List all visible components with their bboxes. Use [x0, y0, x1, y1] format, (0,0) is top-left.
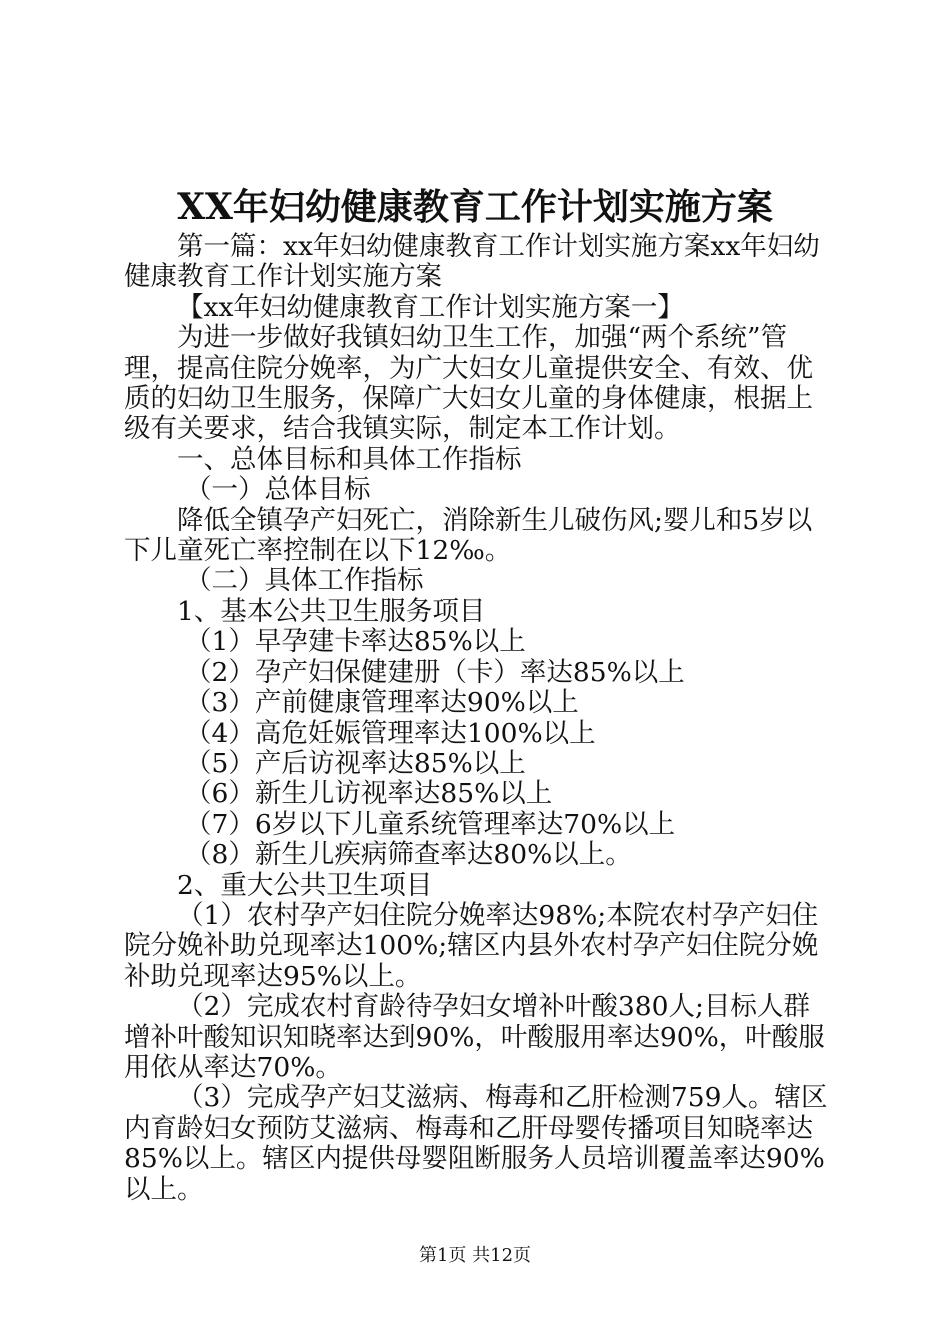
- paragraph-purpose: 为进一步做好我镇妇幼卫生工作，加强“两个系统”管理，提高住院分娩率，为广大妇女儿童提供安全、有效、优质的妇幼卫生服务，保障广大妇女儿童的身体健康，根据上级有关要求，结合我镇实际，制定本工作计划。: [124, 322, 813, 445]
- subsection-heading-overall: （一）总体目标: [185, 474, 371, 506]
- paragraph-intro: 第一篇：xx年妇幼健康教育工作计划实施方案xx年妇幼健康教育工作计划实施方案: [124, 231, 820, 293]
- list-item: （6）新生儿访视率达85%以上: [185, 778, 553, 810]
- document-title: XX年妇幼健康教育工作计划实施方案: [177, 186, 773, 228]
- section-heading-1: 一、总体目标和具体工作指标: [177, 443, 522, 475]
- list-item: （1）早孕建卡率达85%以上: [185, 626, 526, 658]
- list-item: （4）高危妊娠管理率达100%以上: [185, 717, 596, 749]
- document-body: [124, 232, 836, 1205]
- page-footer: 第1页 共12页: [418, 1245, 532, 1266]
- paragraph-subtitle: 【xx年妇幼健康教育工作计划实施方案一】: [177, 291, 684, 323]
- item-heading-major: 2、重大公共卫生项目: [177, 869, 433, 901]
- subsection-heading-indicators: （二）具体工作指标: [185, 565, 424, 597]
- list-item: （3）完成孕产妇艾滋病、梅毒和乙肝检测759人。辖区内育龄妇女预防艾滋病、梅毒和乙肝母婴传播项目知晓率达85%以上。辖区内提供母婴阻断服务人员培训覆盖率达90%以上。: [124, 1082, 828, 1205]
- list-item: （7）6岁以下儿童系统管理率达70%以上: [185, 808, 676, 840]
- list-item: （5）产后访视率达85%以上: [185, 747, 526, 779]
- list-item: （2）完成农村育龄待孕妇女增补叶酸380人;目标人群增补叶酸知识知晓率达到90%，叶酸服用率达90%，叶酸服用依从率达70%。: [124, 991, 825, 1083]
- list-item: （3）产前健康管理率达90%以上: [185, 687, 579, 719]
- list-item: （8）新生儿疾病筛查率达80%以上。: [185, 839, 632, 871]
- paragraph-overall-goal: 降低全镇孕产妇死亡，消除新生儿破伤风;婴儿和5岁以下儿童死亡率控制在以下12‰。: [124, 504, 813, 567]
- item-heading-basic: 1、基本公共卫生服务项目: [177, 595, 486, 627]
- list-item: （2）孕产妇保健建册（卡）率达85%以上: [185, 656, 685, 688]
- list-item: （1）农村孕产妇住院分娩率达98%;本院农村孕产妇住院分娩补助兑现率达100%;辖区内县外农村孕产妇住院分娩补助兑现率达95%以上。: [124, 899, 819, 992]
